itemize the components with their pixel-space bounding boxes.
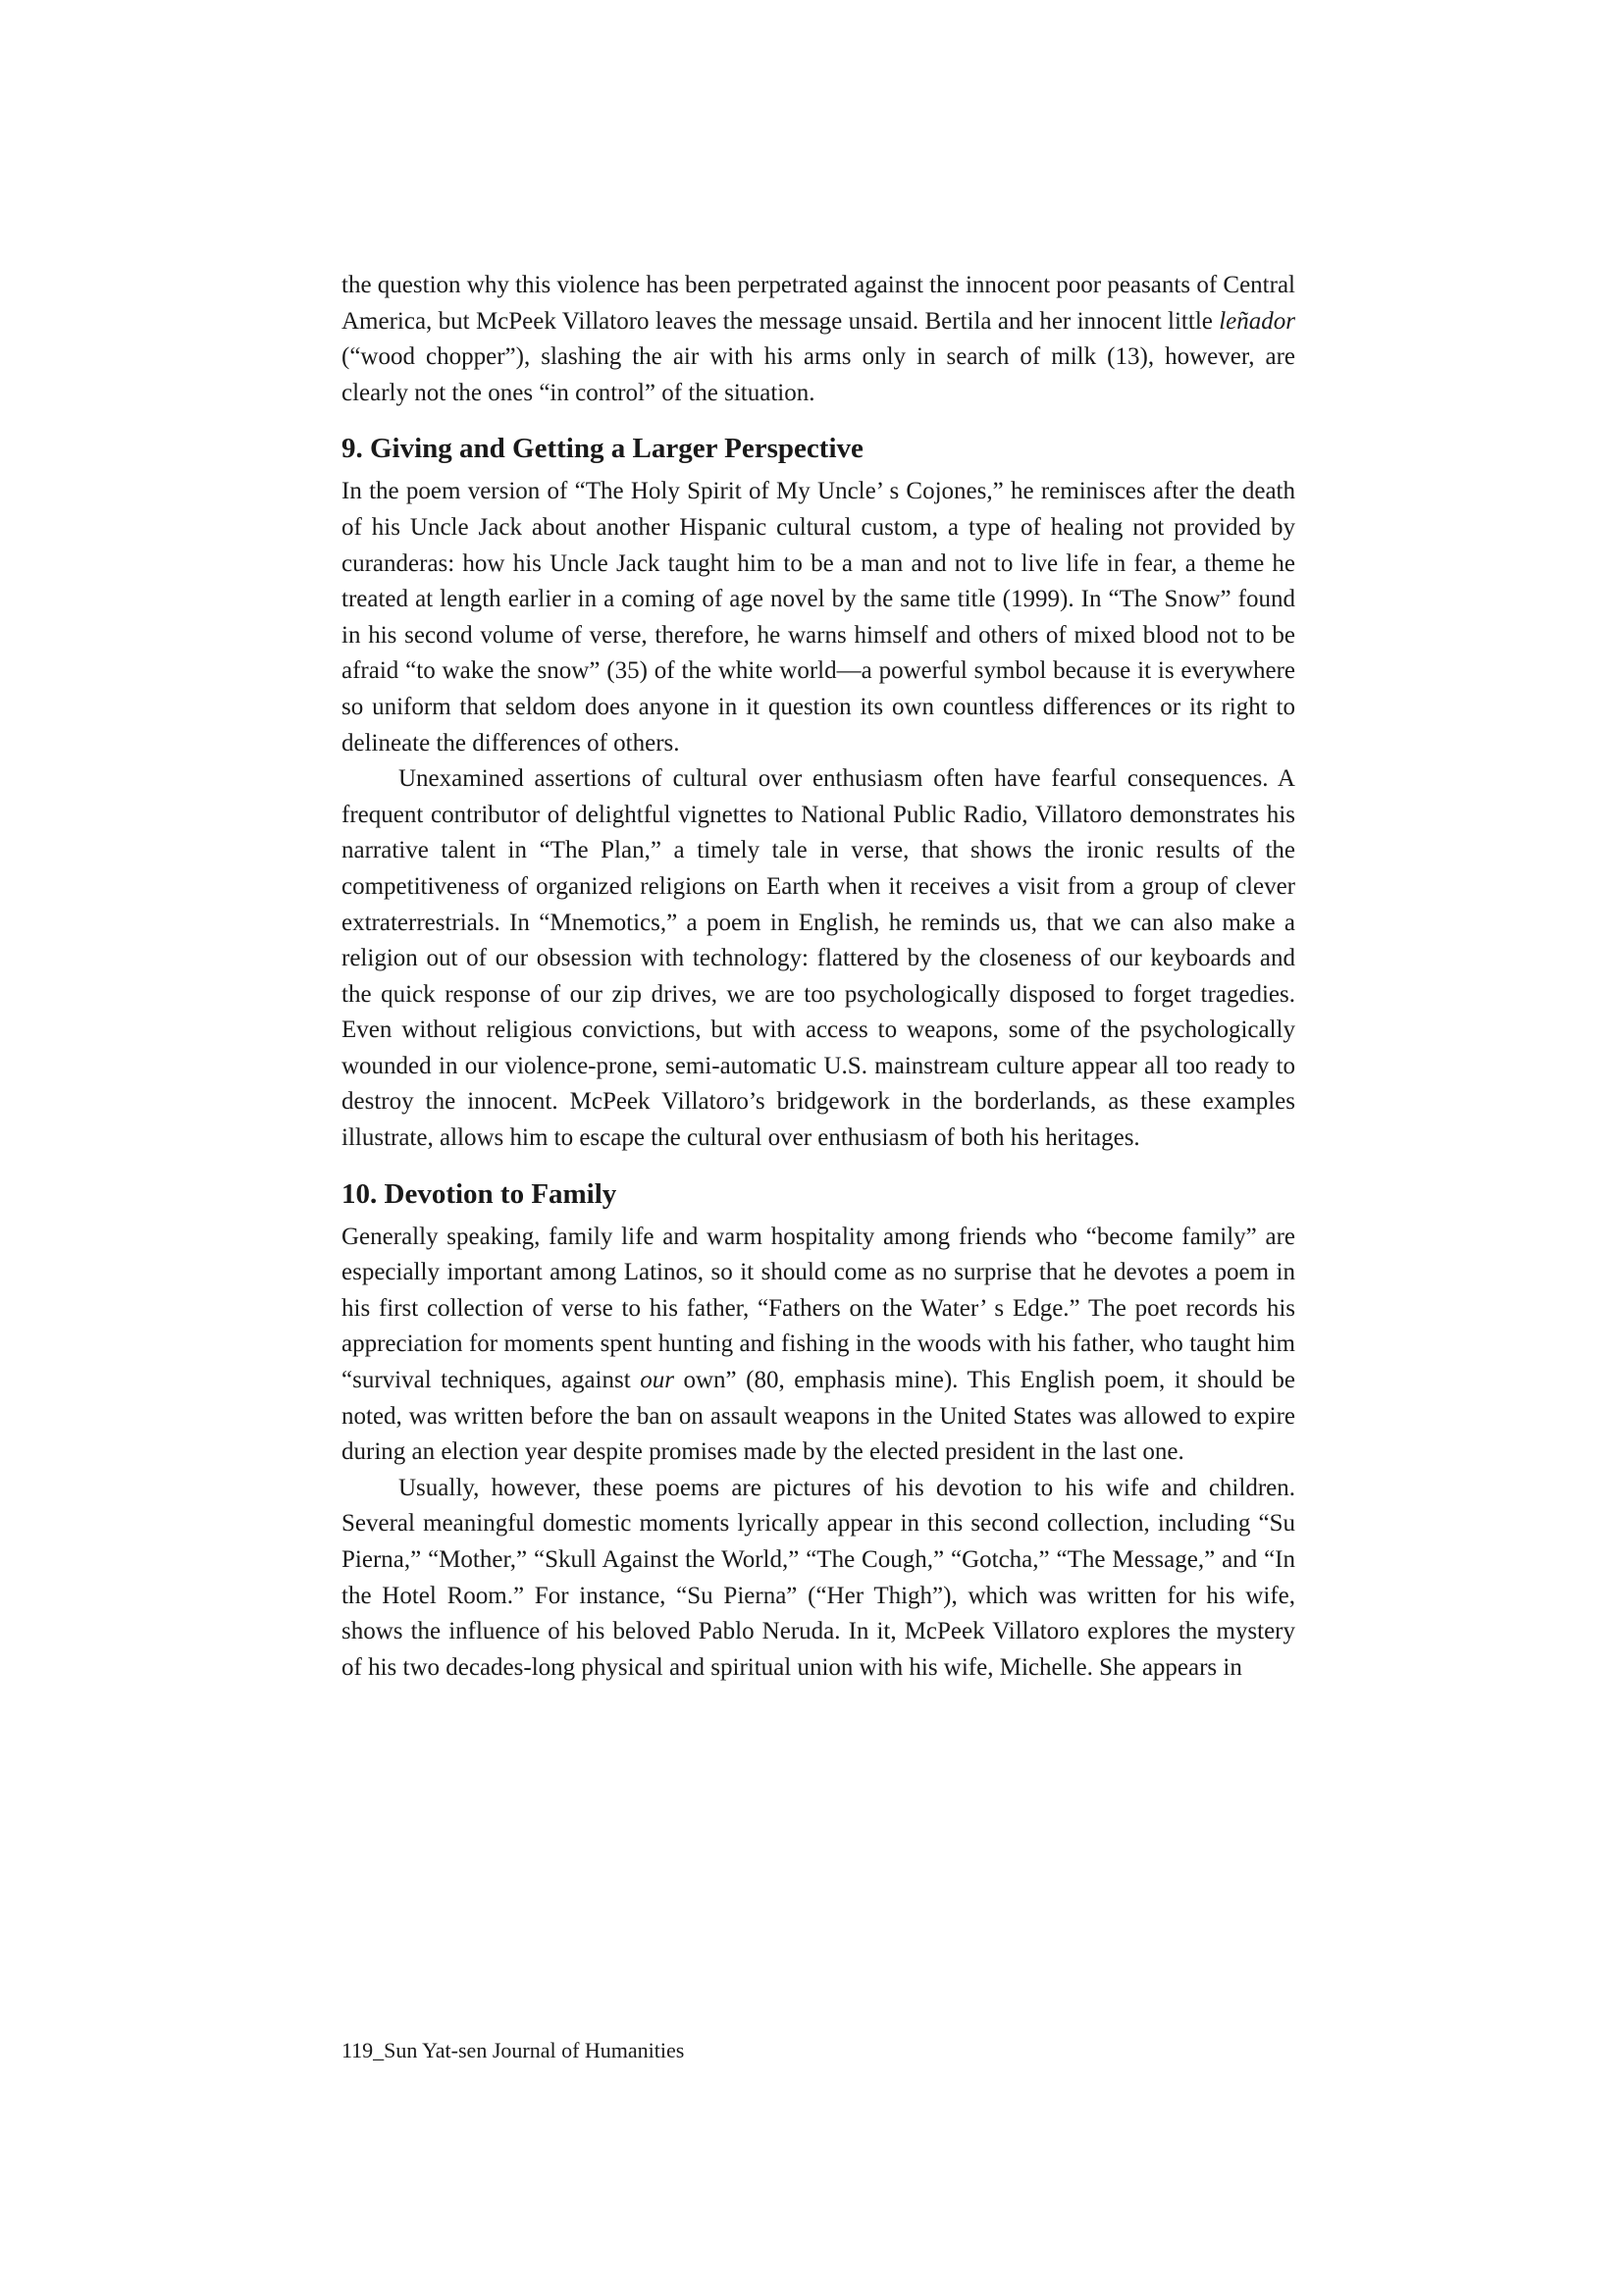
intro-text-after: (“wood chopper”), slashing the air with his arms only in search of milk (13), however, are clearly not the ones “in control” of the situation. <box>341 343 1295 406</box>
section-10-paragraph-1 <box>341 1220 1295 1471</box>
section-10-p1-after: own” (80, emphasis mine). This English poem, it should be noted, was written before the ban on assault weapons in the United States was allowed to expire during an election year despite promises made by the elected president in the last one. <box>341 1367 1295 1466</box>
section-10-heading: 10. Devotion to Family <box>341 1177 617 1210</box>
page-footer: 119_Sun Yat-sen Journal of Humanities <box>341 2038 685 2062</box>
section-9-paragraph-2: Unexamined assertions of cultural over enthusiasm often have fearful consequences. A frequent contributor of delightful vignettes to National Public Radio, Villatoro demonstrates his narrative talent in “The Plan,” a timely tale in verse, that shows the ironic results of the competitiveness of organized religions on Earth when it receives a visit from a group of clever extraterrestrials. In “Mnemotics,” a poem in English, he reminds us, that we can also make a religion out of our obsession with technology: flattered by the closeness of our keyboards and the quick response of our zip drives, we are too psychologically disposed to forget tragedies. Even without religious convictions, but with access to weapons, some of the psychologically wounded in our violence-prone, semi-automatic U.S. mainstream culture appear all too ready to destroy the innocent. McPeek Villatoro’s bridgework in the borderlands, as these examples illustrate, allows him to escape the cultural over enthusiasm of both his heritages. <box>341 765 1295 1152</box>
section-10-paragraph-2: Usually, however, these poems are pictures of his devotion to his wife and children. Several meaningful domestic moments lyrically appear in this second collection, including “Su Pierna,” “Mother,” “Skull Against the World,” “The Cough,” “Gotcha,” “The Message,” and “In the Hotel Room.” For instance, “Su Pierna” (“Her Thigh”), which was written for his wife, shows the influence of his beloved Pablo Neruda. In it, McPeek Villatoro explores the mystery of his two decades-long physical and spiritual union with his wife, Michelle. She appears in <box>341 1474 1295 1681</box>
section-10-italic-word: our <box>640 1367 674 1394</box>
section-9-heading: 9. Giving and Getting a Larger Perspective <box>341 433 864 465</box>
intro-text-before: the question why this violence has been perpetrated against the innocent poor peasants of Central America, but McPeek Villatoro leaves the message unsaid. Bertila and her innocent little <box>341 272 1295 335</box>
intro-paragraph <box>341 268 1295 411</box>
section-9-paragraph-1: In the poem version of “The Holy Spirit of My Uncle’ s Cojones,” he reminisces after the death of his Uncle Jack about another Hispanic cultural custom, a type of healing not provided by curanderas: how his Uncle Jack taught him to be a man and not to live life in fear, a theme he treated at length earlier in a coming of age novel by the same title (1999). In “The Snow” found in his second volume of verse, therefore, he warns himself and others of mixed blood not to be afraid “to wake the snow” (35) of the white world—a powerful symbol because it is everywhere so uniform that seldom does anyone in it question its own countless differences or its right to delineate the differences of others. <box>341 478 1295 756</box>
page-body <box>341 268 1295 1686</box>
intro-italic-term: leñador <box>1219 307 1295 335</box>
section-10-p1-before: Generally speaking, family life and warm hospitality among friends who “become family” are especially important among Latinos, so it should come as no surprise that he devotes a poem in his first collection of verse to his father, “Fathers on the Water’ s Edge.” The poet records his appreciation for moments spent hunting and fishing in the woods with his father, who taught him “survival techniques, against <box>341 1223 1295 1394</box>
